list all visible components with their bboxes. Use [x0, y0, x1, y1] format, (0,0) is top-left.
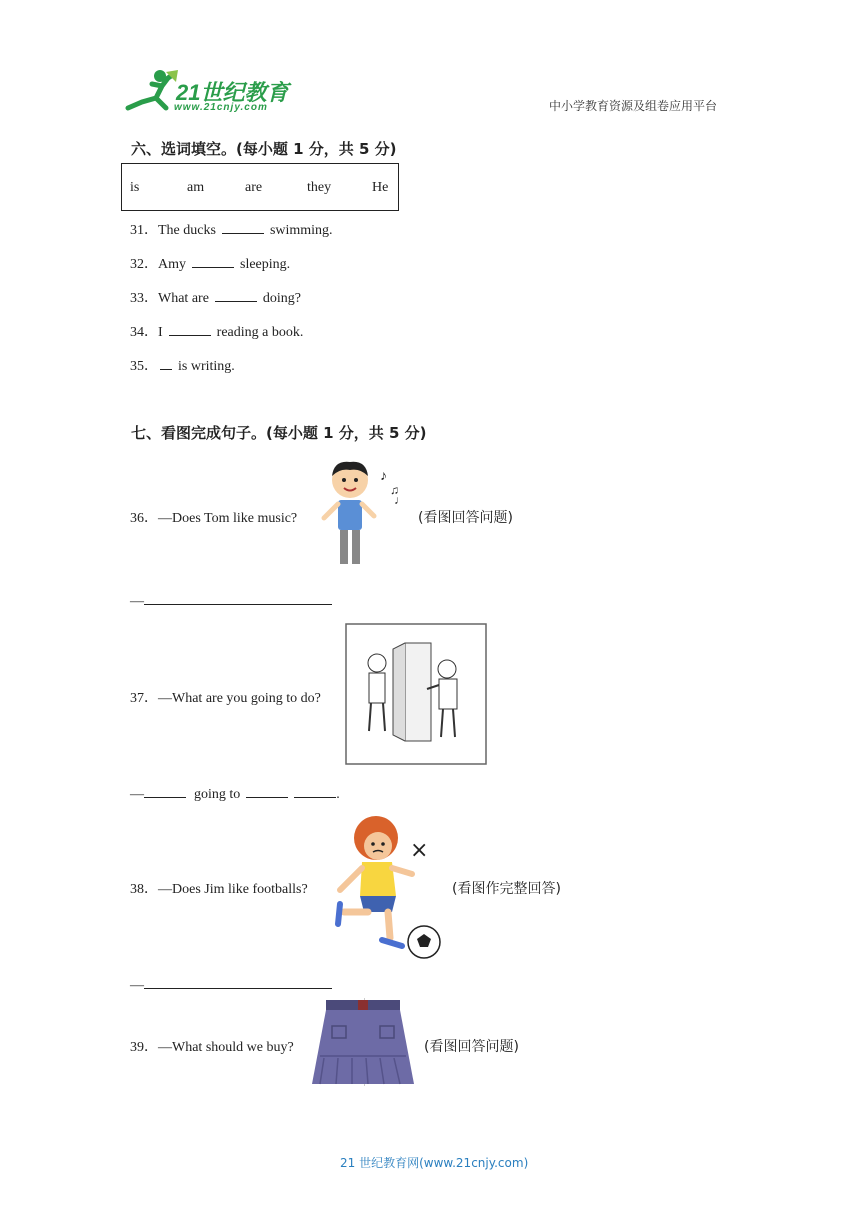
logo-main-text: 21世纪教育 — [176, 80, 289, 105]
q36-hint: (看图回答问题) — [418, 510, 513, 526]
cross-mark-icon: × — [410, 838, 429, 863]
logo — [122, 68, 292, 116]
answer-blank[interactable] — [144, 783, 186, 798]
question-35: 35． is writing. — [130, 355, 235, 375]
answer-blank[interactable] — [246, 783, 288, 798]
word-option: is — [130, 180, 140, 195]
word-option: they — [307, 180, 332, 195]
answer-blank[interactable] — [294, 783, 336, 798]
q37-answer-line: — going to . — [130, 783, 340, 803]
section6-title: 六、选词填空。(每小题 1 分，共 5 分) — [131, 140, 397, 158]
svg-text:♪: ♪ — [380, 469, 387, 484]
word-option: He — [372, 180, 389, 195]
q38-answer-line: — — [130, 974, 332, 994]
boy-music-image — [320, 458, 410, 570]
word-box — [121, 163, 399, 211]
skirt-image — [310, 998, 416, 1086]
svg-text:♫: ♫ — [390, 483, 399, 497]
runner-logo-icon — [122, 68, 182, 114]
word-option: are — [245, 180, 263, 195]
answer-blank[interactable] — [144, 974, 332, 989]
question-34: 34．I reading a book. — [130, 321, 303, 341]
question-39: 39．—What should we buy? — [130, 1040, 294, 1055]
answer-blank[interactable] — [169, 321, 211, 336]
q36-answer-line: — — [130, 590, 332, 610]
logo-url-text: www.21cnjy.com — [174, 102, 268, 113]
word-option: am — [187, 180, 205, 195]
answer-blank[interactable] — [160, 355, 172, 370]
q38-hint: (看图作完整回答) — [452, 881, 561, 897]
answer-blank[interactable] — [192, 253, 234, 268]
svg-text:♩: ♩ — [394, 493, 406, 507]
question-32: 32．Amy sleeping. — [130, 253, 290, 273]
question-37: 37．—What are you going to do? — [130, 691, 321, 706]
site-name: 中小学教育资源及组卷应用平台 — [549, 99, 718, 113]
q39-hint: (看图回答问题) — [424, 1039, 519, 1055]
question-33: 33．What are doing? — [130, 287, 301, 307]
question-36: 36．—Does Tom like music? — [130, 511, 298, 526]
question-38: 38．—Does Jim like footballs? — [130, 882, 308, 897]
footer-text[interactable]: 21 世纪教育网(www.21cnjy.com) — [340, 1156, 529, 1170]
open-door-image — [345, 623, 487, 765]
answer-blank[interactable] — [215, 287, 257, 302]
question-31: 31．The ducks swimming. — [130, 219, 333, 239]
boy-football-image — [330, 812, 442, 960]
answer-blank[interactable] — [222, 219, 264, 234]
section7-title: 七、看图完成句子。(每小题 1 分，共 5 分) — [131, 424, 427, 442]
answer-blank[interactable] — [144, 590, 332, 605]
